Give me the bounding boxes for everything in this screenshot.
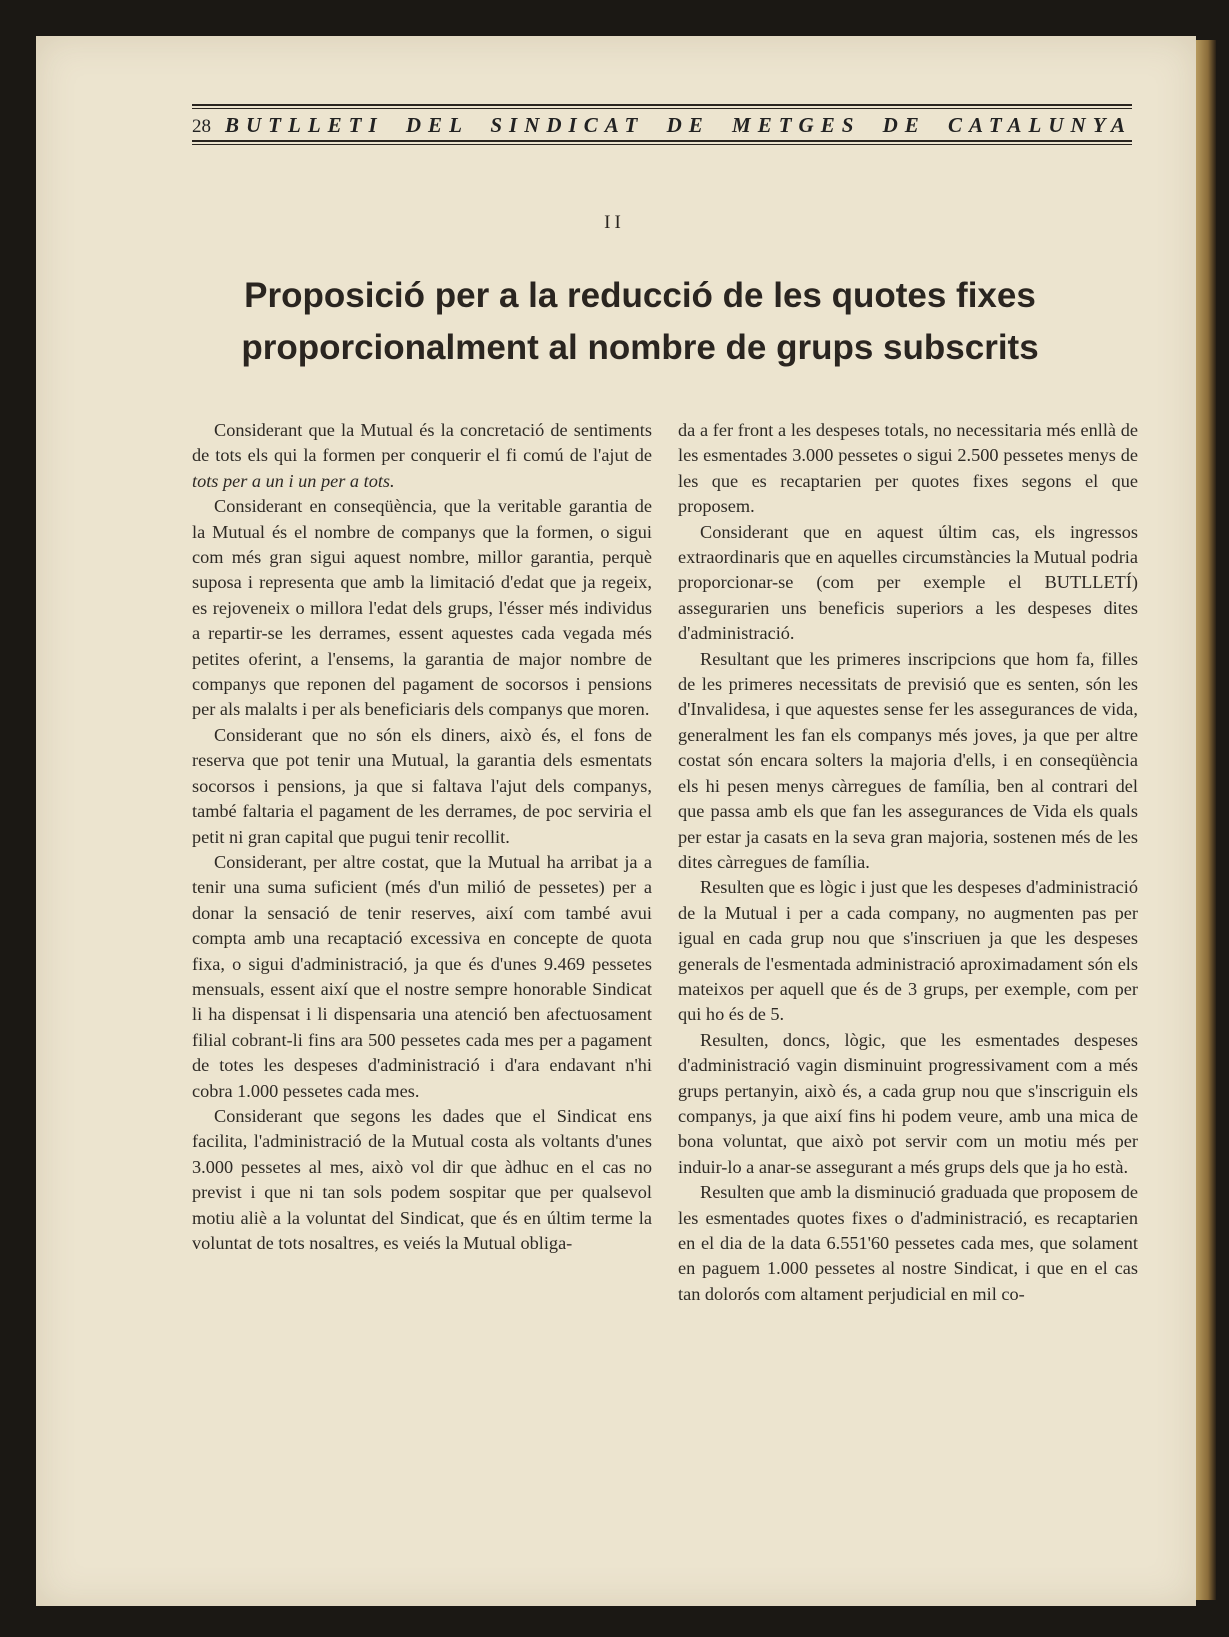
left-paragraph-4: Considerant, per altre costat, que la Mutual ha arribat ja a tenir una suma suficient (més d'un milió de pessetes) per a donar la sensació de tenir reserves, així com també avui compta amb una recaptació excessiva en concepte de quota fixa, o sigui d'administració, ja que és d'unes 9.469 pessetes mensuals, essent així que el nostre sempre honorable Sindicat li ha dispensat i li dispensaria una atenció ben afectuosament filial cobrant-li fins ara 500 pessetes cada mes per a pagament de totes les despeses d'administració i d'ara endavant n'hi cobra 1.000 pessetes cada mes. (192, 851, 652, 1101)
running-header (192, 104, 1132, 145)
right-paragraph-3: Resulten que es lògic i just que les despeses d'administració de la Mutual i per a cada company, no augmenten pas per igual en cada grup nou que s'inscriuen ja que les despeses generals de l'esmentada administració aproximadament són els mateixos per aquell que és de 3 grups, per exemple, com per qui ho és de 5. (678, 877, 1138, 1025)
right-column (678, 418, 1138, 1307)
journal-title: BUTLLETI DEL SINDICAT DE METGES DE CATALUNYA (225, 113, 1132, 137)
header-rule-bottom (192, 140, 1132, 142)
article-title (200, 270, 1080, 374)
right-paragraph-5: Resulten que amb la disminució graduada que proposem de les esmentades quotes fixes o d'administració, es recaptarien en el dia de la data 6.551'60 pessetes cada mes, que solament en paguem 1.000 pessetes al nostre Sindicat, i que en el cas tan dolorós com altament perjudicial en mil co- (678, 1182, 1138, 1304)
right-paragraph-2: Resultant que les primeres inscripcions que hom fa, filles de les primeres necessitats de previsió que es senten, són les d'Invalidesa, i que aquestes sense fer les assegurances de vida, generalment les fan els companys més joves, ja que per altre costat són encara solters la majoria d'ells, i en conseqüència els hi pesen menys càrregues de família, ben al contrari del que passa amb els que fan les assegurances de Vida els quals per estar ja casats en la seva gran majoria, sostenen més de les dites càrregues de família. (678, 648, 1138, 872)
left-paragraph-1 (192, 418, 652, 494)
section-number: II (604, 212, 625, 233)
right-paragraph-4: Resulten, doncs, lògic, que les esmentades despeses d'administració vagin disminuint progressivament com a més grups pertanyin, això és, a cada grup nou que s'inscriguin els companys, ja que així fins hi podem veure, amb una mica de bona voluntat, que això pot servir com un motiu més per induir-lo a anar-se assegurant a més grups dels que ja ho està. (678, 1029, 1138, 1177)
header-row (192, 109, 1132, 140)
page-number: 28 (192, 116, 211, 137)
left-paragraph-1-text: Considerant que la Mutual és la concretació de sentiments de tots els qui la formen per conquerir el fi comú de l'ajut de (192, 420, 652, 466)
left-paragraph-2: Considerant en conseqüència, que la veritable garantia de la Mutual és el nombre de companys que la formen, o sigui com més gran sigui aquest nombre, millor garantia, perquè suposa i representa que amb la limitació d'edat que ja regeix, es rejoveneix o millora l'edat dels grups, l'ésser més individus a repartir-se les derrames, essent aquestes cada vegada més petites oferint, a l'ensems, la garantia de major nombre de companys que reponen del pagament de socorsos i pensions per als malalts i per als beneficiaris dels companys que moren. (192, 496, 652, 720)
left-column (192, 418, 652, 1256)
header-rule-top (192, 104, 1132, 106)
right-paragraph-1: Considerant que en aquest últim cas, els ingressos extraordinaris que en aquelles circumstàncies la Mutual podria proporcionar-se (com per exemple el BUTLLETÍ) assegurarien uns beneficis superiors a les despeses dites d'administració. (678, 521, 1138, 644)
left-paragraph-5: Considerant que segons les dades que el Sindicat ens facilita, l'administració de la Mutual costa als voltants d'unes 3.000 pessetes al mes, això vol dir que àdhuc en el cas no previst i que ni tan sols podem sospitar que per qualsevol motiu aliè a la voluntat del Sindicat, que és en últim terme la voluntat de tots nosaltres, es veiés la Mutual obliga- (192, 1105, 652, 1253)
page-edge (1196, 40, 1216, 1600)
header-rule-bottom-thin (192, 144, 1132, 145)
left-paragraph-1-italic: tots per a un i un per a tots. (192, 470, 395, 491)
left-paragraph-3: Considerant que no són els diners, això és, el fons de reserva que pot tenir una Mutual, la garantia dels esmentats socorsos i pensions, ja que si faltava l'ajut dels companys, també faltaria el pagament de les derrames, de poc serviria el petit ni gran capital que pugui tenir recollit. (192, 724, 652, 847)
right-paragraph-continuation: da a fer front a les despeses totals, no necessitaria més enllà de les esmentades 3.000 pessetes o sigui 2.500 pessetes menys de les que es recaptarien per quotes fixes segons el que proposem. (678, 420, 1138, 517)
article-title-line-1: Proposició per a la reducció de les quotes fixes (244, 276, 1036, 315)
article-title-line-2: proporcionalment al nombre de grups subscrits (241, 328, 1039, 367)
